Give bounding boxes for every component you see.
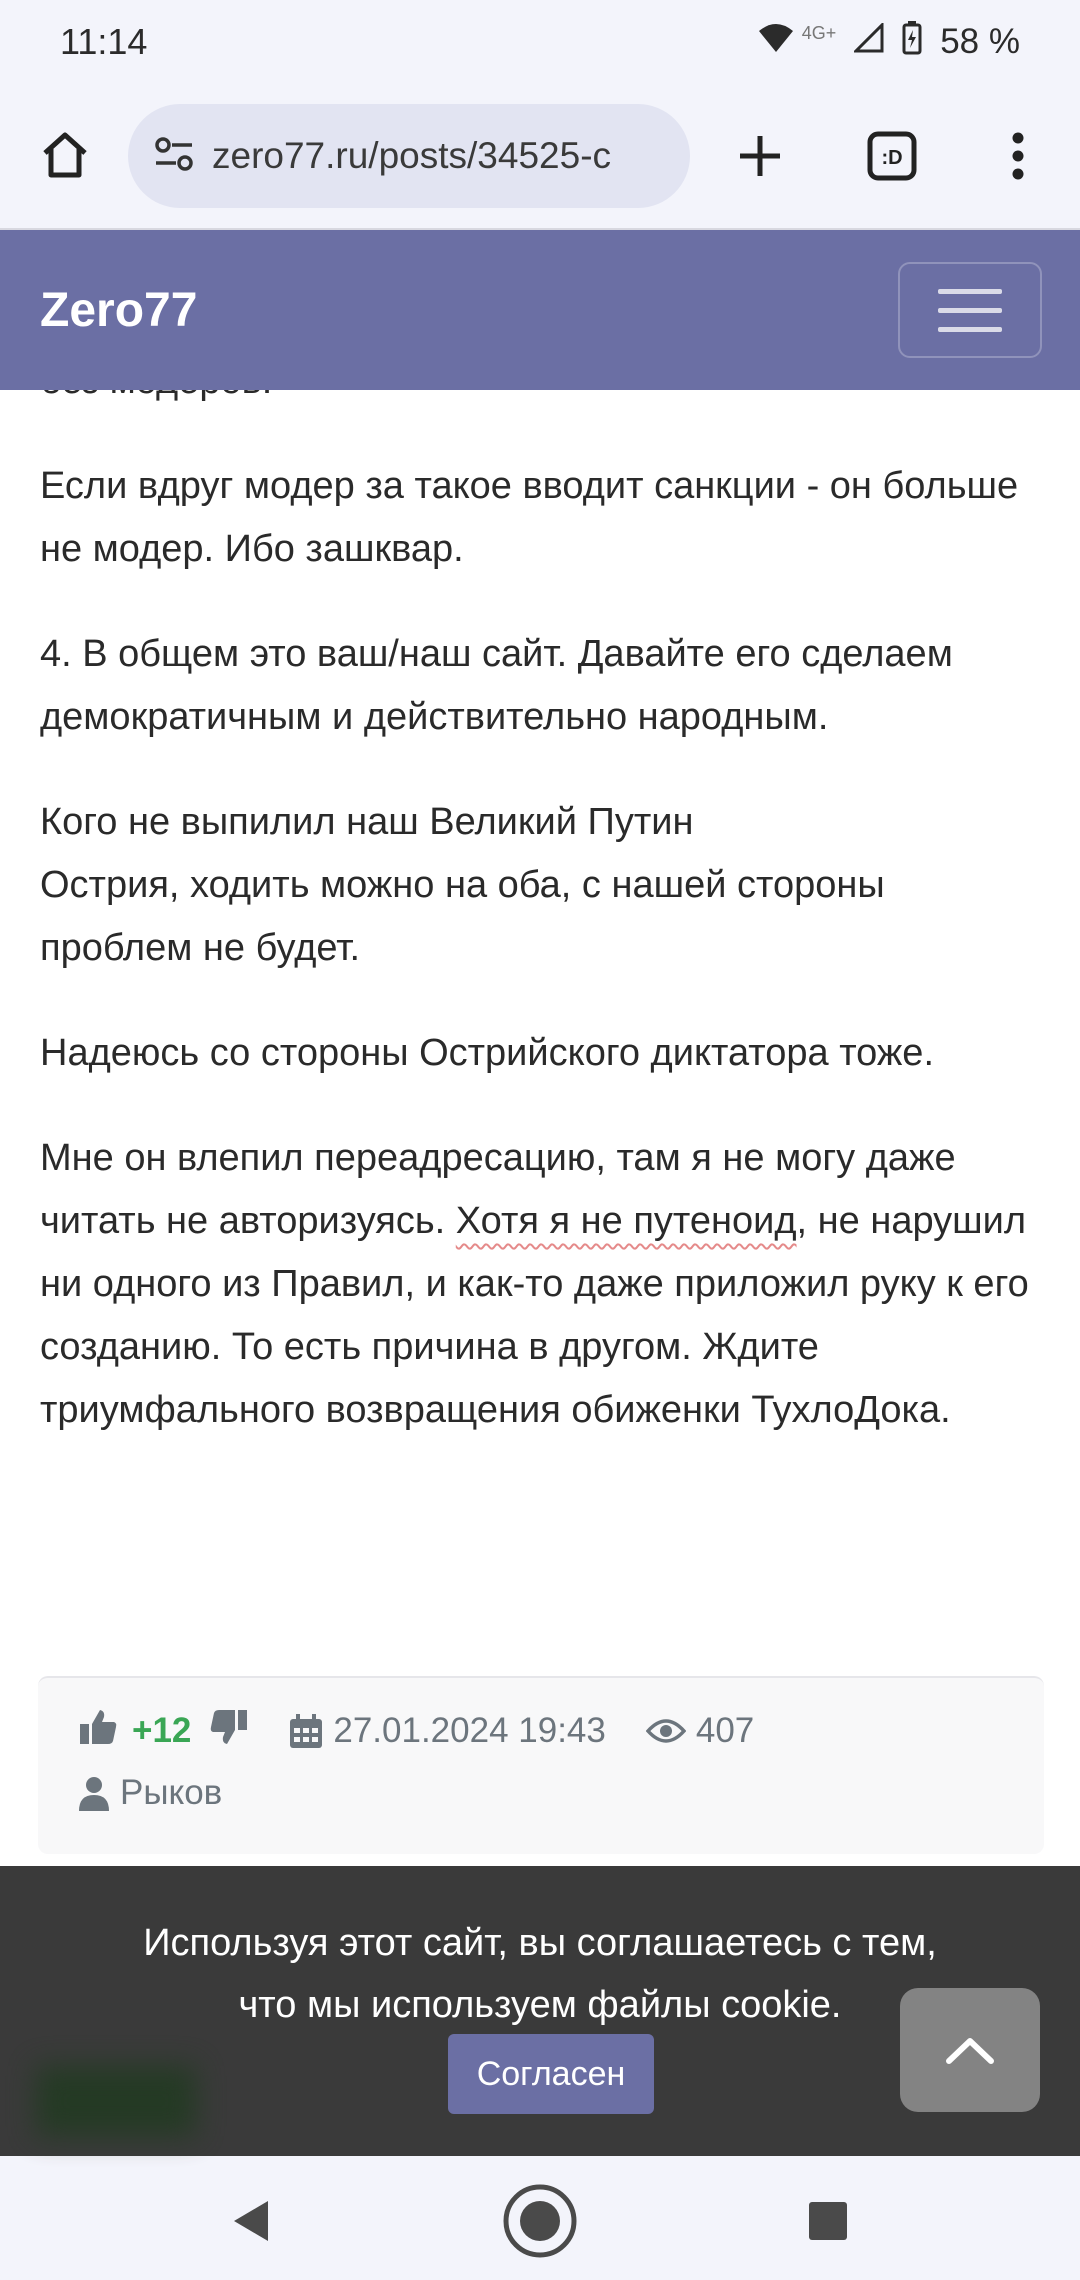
views-count: 407 <box>695 1711 755 1750</box>
paragraph-line: Кого не выпилил наш Великий Путин <box>40 801 694 843</box>
paragraph-text: Мне он влепил переадресацию, там я не могу даже читать не авторизуясь. <box>40 1137 956 1242</box>
cookie-line: Используя этот сайт, вы соглашаетесь с тем, <box>143 1922 937 1964</box>
author <box>78 1773 222 1813</box>
more-options-button[interactable] <box>978 116 1058 196</box>
back-button[interactable] <box>210 2186 290 2256</box>
new-tab-button[interactable] <box>720 116 800 196</box>
status-icons <box>758 21 1020 64</box>
home-circle-icon <box>502 2183 578 2259</box>
author-name[interactable]: Рыков <box>120 1773 223 1812</box>
paragraph-text: , не нарушил ни одного из Правил, и как-то даже приложил руку к его созданию. То есть причина в другом. Ждите триумфального возвращения обиженки ТухлоДока. <box>40 1200 1029 1431</box>
recents-icon <box>808 2201 848 2241</box>
back-icon <box>230 2199 270 2243</box>
system-nav-bar <box>0 2156 1080 2280</box>
signal-icon <box>854 22 884 62</box>
views <box>646 1711 754 1751</box>
post-body <box>40 350 1040 1484</box>
home-icon <box>39 129 91 181</box>
tab-switcher-button[interactable] <box>852 116 932 196</box>
scroll-top-button[interactable] <box>900 1988 1040 2112</box>
cookie-accept-button[interactable]: Согласен <box>448 2034 654 2114</box>
user-icon <box>78 1775 110 1811</box>
paragraph <box>40 1127 1040 1442</box>
paragraph: Если вдруг модер за такое вводит санкции - он больше не модер. Ибо зашквар. <box>40 465 1019 570</box>
highlighted-text: Хотя я не путеноид <box>455 1200 797 1242</box>
site-brand[interactable]: Zero77 <box>40 283 198 337</box>
wifi-icon <box>758 22 794 62</box>
recents-button[interactable] <box>788 2186 868 2256</box>
eye-icon <box>646 1717 686 1745</box>
meta-row <box>78 1700 1004 1762</box>
paragraph <box>40 791 1040 980</box>
post-date <box>289 1711 605 1751</box>
more-vert-icon <box>1011 131 1025 181</box>
post-meta <box>38 1676 1044 1854</box>
battery-level: 58 % <box>940 22 1020 61</box>
score: +12 <box>132 1711 192 1750</box>
plus-icon <box>737 133 783 179</box>
status-bar <box>0 0 1080 84</box>
rating <box>78 1708 249 1755</box>
thumbs-up-icon[interactable] <box>78 1708 118 1755</box>
cookie-line: что мы используем файлы cookie. <box>238 1984 842 2026</box>
status-time: 11:14 <box>60 21 148 62</box>
tabs-icon <box>867 131 917 181</box>
menu-icon <box>938 289 1002 294</box>
calendar-icon <box>289 1713 323 1749</box>
site-navbar <box>0 230 1080 390</box>
paragraph-line: Острия, ходить можно на оба, с нашей стороны проблем не будет. <box>40 864 885 969</box>
battery-icon <box>902 21 922 64</box>
home-button[interactable] <box>30 120 100 190</box>
navbar-toggle-button[interactable] <box>898 262 1042 358</box>
paragraph: Надеюсь со стороны Острийского диктатора тоже. <box>40 1032 935 1074</box>
meta-row <box>78 1762 1004 1824</box>
browser-toolbar <box>0 84 1080 230</box>
site-settings-icon[interactable] <box>154 136 194 177</box>
svg-text::D: :D <box>881 147 903 169</box>
date-text: 27.01.2024 19:43 <box>333 1711 606 1750</box>
home-nav-button[interactable] <box>500 2186 580 2256</box>
paragraph: 4. В общем это ваш/наш сайт. Давайте его сделаем демократичным и действительно народным. <box>40 633 953 738</box>
chevron-up-icon <box>945 2035 995 2065</box>
network-type: 4G+ <box>801 22 837 43</box>
address-bar[interactable] <box>128 104 690 208</box>
url-text: zero77.ru/posts/34525-c <box>212 135 612 176</box>
thumbs-down-icon[interactable] <box>209 1708 249 1755</box>
